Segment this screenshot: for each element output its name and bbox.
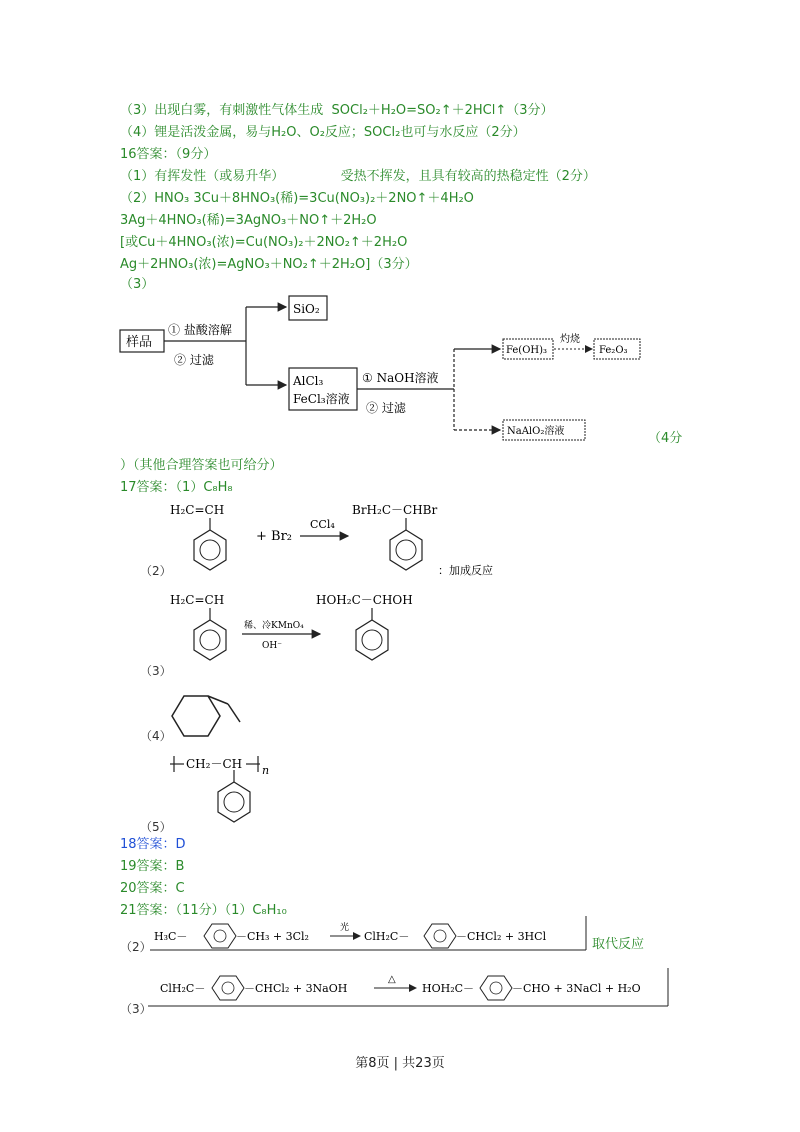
step1-label: ① 盐酸溶解 [168, 323, 232, 337]
q16-header: 16答案：（9分） [120, 147, 217, 162]
q16-note: ）（其他合理答案也可给分） [120, 458, 283, 473]
bromine-reagent: + Br₂ [256, 529, 293, 544]
benzene-ring [194, 620, 226, 660]
kmno4-condition: 稀、冷KMnO₄ [244, 621, 304, 631]
svg-text:－CHO + 3NaCl + H₂O: －CHO + 3NaCl + H₂O [512, 982, 641, 995]
svg-text:H₃C－: H₃C－ [154, 930, 188, 943]
q21-hydrolysis-reaction [148, 966, 672, 1012]
svg-text:光: 光 [340, 923, 350, 933]
substitution-reaction-label: 取代反应 [592, 937, 645, 952]
diol-formula: HOH₂C－CHOH [316, 593, 413, 607]
alcl3-label: AlCl₃ [293, 374, 324, 388]
benzene-ring [194, 530, 226, 570]
q15-part3: （3）出现白雾，有刺激性气体生成 SOCl₂＋H₂O=SO₂↑＋2HCl↑（3分） [120, 103, 554, 118]
polystyrene-structure [170, 752, 280, 832]
q17-part5-num: （5） [140, 820, 172, 834]
styrene-formula: H₂C=CH [170, 593, 225, 607]
fe2o3-label: Fe₂O₃ [599, 345, 628, 356]
q16-part3-score: （4分 [648, 431, 683, 446]
sio2-label: SiO₂ [293, 302, 320, 316]
q20-answer: 20答案：C [120, 881, 185, 896]
benzene-ring [218, 782, 250, 822]
hydroxide-condition: OH⁻ [262, 641, 282, 651]
page-footer: 第8页 | 共23页 [355, 1056, 445, 1071]
q16-part1: （1）有挥发性（或易升华） 受热不挥发，且具有较高的热稳定性（2分） [120, 169, 596, 184]
q16-part2-eq2: 3Ag＋4HNO₃(稀)=3AgNO₃＋NO↑＋2H₂O [120, 213, 377, 228]
ccl4-condition: CCl₄ [310, 518, 335, 531]
q21-chlorination-reaction [150, 916, 590, 956]
step2-label: ② 过滤 [174, 353, 214, 367]
benzene-ring [390, 530, 422, 570]
svg-text:－CHCl₂ + 3HCl: －CHCl₂ + 3HCl [456, 930, 547, 943]
q17-part3-num: （3） [140, 664, 172, 678]
sample-label: 样品 [126, 335, 153, 350]
q16-part3-label: （3） [120, 277, 155, 292]
q17-part4-num: （4） [140, 729, 172, 743]
svg-text:△: △ [388, 974, 396, 985]
naalo2-label: NaAlO₂溶液 [507, 426, 565, 437]
burn-label: 灼烧 [560, 334, 580, 345]
naoh-step2: ② 过滤 [366, 401, 406, 415]
q18-answer: 18答案：D [120, 837, 186, 852]
q16-part2-eq4: Ag＋2HNO₃(浓)=AgNO₃＋NO₂↑＋2H₂O]（3分） [120, 257, 418, 272]
q17-reaction-oxidation [170, 590, 440, 670]
fecl3-label: FeCl₃溶液 [293, 392, 350, 406]
q21-part3-num: （3） [120, 1002, 152, 1016]
q15-part4: （4）锂是活泼金属，易与H₂O、O₂反应；SOCl₂也可与水反应（2分） [120, 125, 526, 140]
styrene-formula: H₂C=CH [170, 503, 225, 517]
q17-header: 17答案：（1）C₈H₈ [120, 480, 233, 495]
q17-part2-num: （2） [140, 564, 172, 578]
ethylcyclohexane-structure [168, 692, 258, 742]
polymer-n: n [262, 764, 270, 777]
addition-reaction-label: ：加成反应 [438, 564, 493, 577]
dibromide-formula: BrH₂C－CHBr [352, 503, 438, 517]
q16-part2-eq3: [或Cu＋4HNO₃(浓)=Cu(NO₃)₂＋2NO₂↑＋2H₂O [120, 235, 408, 250]
repeat-unit: CH₂－CH [186, 757, 243, 771]
feoh3-label: Fe(OH)₃ [506, 345, 548, 356]
q19-answer: 19答案：B [120, 859, 185, 874]
svg-text:－CH₃ + 3Cl₂: －CH₃ + 3Cl₂ [236, 930, 309, 943]
svg-text:ClH₂C－: ClH₂C－ [160, 982, 206, 995]
svg-text:HOH₂C－: HOH₂C－ [422, 982, 475, 995]
svg-text:ClH₂C－: ClH₂C－ [364, 930, 410, 943]
svg-text:－CHCl₂ + 3NaOH: －CHCl₂ + 3NaOH [244, 982, 348, 995]
q21-part2-num: （2） [120, 940, 152, 954]
separation-flowchart [118, 292, 658, 442]
q16-part2-eq1: （2）HNO₃ 3Cu＋8HNO₃(稀)=3Cu(NO₃)₂＋2NO↑＋4H₂O [120, 191, 474, 206]
q17-reaction-bromination [170, 500, 540, 580]
naoh-step1: ① NaOH溶液 [362, 371, 439, 385]
q21-header: 21答案：（11分）（1）C₈H₁₀ [120, 903, 287, 918]
benzene-ring [356, 620, 388, 660]
